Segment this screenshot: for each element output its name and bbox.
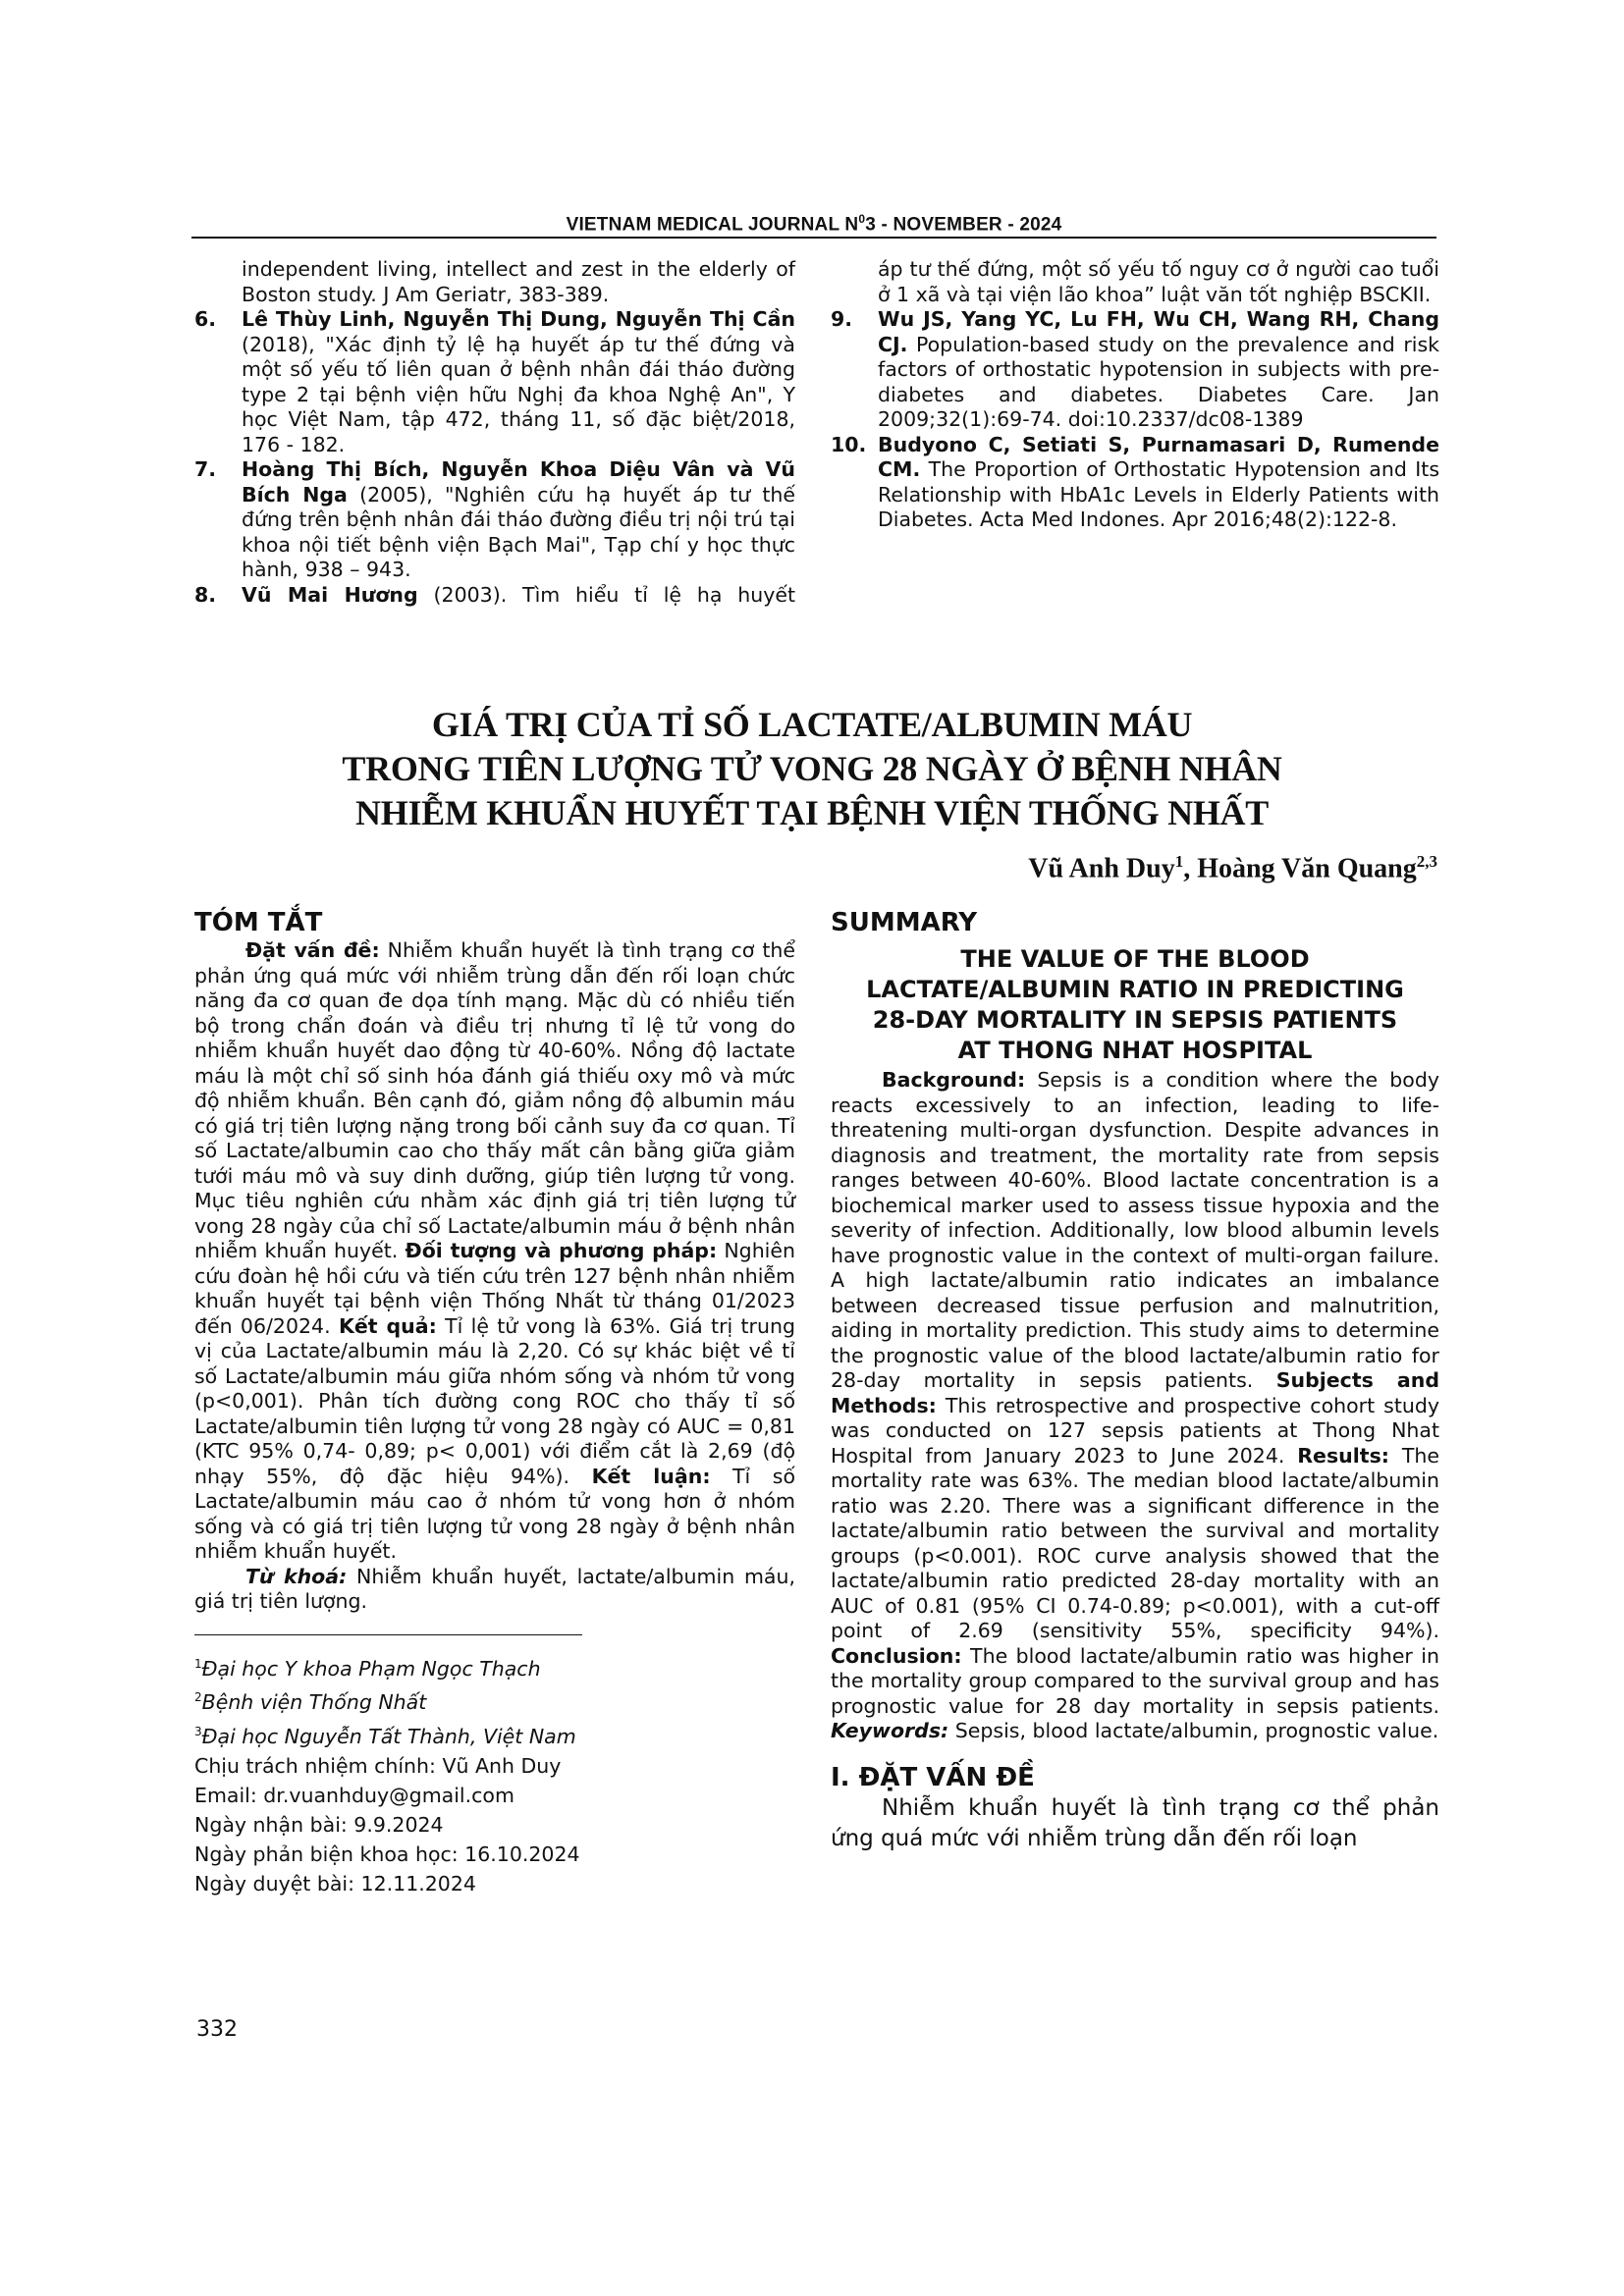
section-label: Subjects and Methods: [831, 1368, 1440, 1417]
accepted-date: Ngày duyệt bài: 12.11.2024 [194, 1871, 476, 1896]
received-date: Ngày nhận bài: 9.9.2024 [194, 1812, 444, 1837]
footnotes [194, 1649, 795, 1898]
reference-authors: Vũ Mai Hương [242, 582, 418, 607]
section-text: Tỉ lệ tử vong là 63%. Giá trị trung vị của Lactate/albumin máu là 2,20. Có sự khác biệt về tỉ số Lactate/albumin máu giữa nhóm sống và nhóm tử vong (p<0,001). Phân tích đường cong ROC cho thấy tỉ số Lactate/albumin tiên lượng tử vong 28 ngày có AUC = 0,81 (KTC 95% 0,74- 0,89; p< 0,001) với điểm cắt là 2,69 (độ nhạy 55%, độ đặc hiệu 94%). [194, 1313, 795, 1488]
section-label: Conclusion: [831, 1643, 962, 1668]
journal-name: VIETNAM MEDICAL JOURNAL N [566, 214, 859, 236]
summary-body [831, 1068, 1439, 1744]
references-right [831, 257, 1439, 533]
header-rule [191, 237, 1436, 239]
reference-text: The Proportion of Orthostatic Hypotension and Its Relationship with HbA1c Levels in Elderly Patients with Diabetes. Acta Med Indones. Apr 2016;48(2):122-8. [878, 457, 1439, 531]
section-label: Đối tượng và phương pháp: [405, 1239, 718, 1262]
title-line: LACTATE/ALBUMIN RATIO IN PREDICTING [866, 976, 1404, 1003]
reference-number: 7. [194, 457, 217, 481]
reference-authors: Budyono C, Setiati S, Purnamasari D, Rumende CM. [878, 432, 1439, 481]
vietnamese-abstract [194, 907, 795, 1898]
keywords [194, 1565, 795, 1615]
summary-heading: SUMMARY [831, 908, 978, 937]
reference-item [831, 433, 1439, 533]
title-line: GIÁ TRỊ CỦA TỈ SỐ LACTATE/ALBUMIN MÁU [431, 705, 1193, 744]
email: Email: dr.vuanhduy@gmail.com [194, 1783, 514, 1807]
english-title [831, 944, 1439, 1066]
author-name: Hoàng Văn Quang [1197, 853, 1417, 884]
section-text: Nghiên cứu đoàn hệ hồi cứu và tiến cứu trên 127 bệnh nhân nhiễm khuẩn huyết tại bệnh viện Thống Nhất từ tháng 01/2023 đến 06/2024. [194, 1239, 795, 1338]
corresponding-author: Chịu trách nhiệm chính: Vũ Anh Duy [194, 1753, 562, 1778]
section-heading: I. ĐẶT VẤN ĐỀ [831, 1762, 1035, 1792]
footnote-rule [194, 1634, 582, 1635]
keywords-label: Keywords: [831, 1719, 949, 1742]
reference-text: Population-based study on the prevalence and risk factors of orthostatic hypotension in subjects with pre-diabetes and diabetes. Diabetes Care. Jan 2009;32(1):69-74. doi:10.2337/dc08-1389 [878, 332, 1439, 431]
affiliation: $^3$Đại học Nguyễn Tất Thành, Việt Nam [194, 1724, 576, 1748]
keywords-text: Nhiễm khuẩn huyết, lactate/albumin máu, giá trị tiên lượng. [194, 1564, 795, 1613]
abstract-heading: TÓM TẮT [194, 908, 323, 937]
section-text: The blood lactate/albumin ratio was higher in the mortality group compared to the survival group and has prognostic value for 28 day mortality in sepsis patients. [831, 1643, 1439, 1718]
english-summary [831, 907, 1439, 1854]
section-text: This retrospective and prospective cohort study was conducted on 127 sepsis patients at Thong Nhat Hospital from January 2023 to June 2024. [831, 1393, 1439, 1468]
reference-number: 6. [194, 307, 217, 331]
title-line: THE VALUE OF THE BLOOD [960, 945, 1310, 973]
title-line: NHIỄM KHUẨN HUYẾT TẠI BỆNH VIỆN THỐNG NHẤT [355, 793, 1269, 832]
reference-item [194, 583, 795, 609]
reference-authors: Wu JS, Yang YC, Lu FH, Wu CH, Wang RH, Chang CJ. [878, 307, 1439, 356]
reference-text: (2003). Tìm hiểu tỉ lệ hạ huyết [417, 582, 795, 607]
page-number: 332 [196, 2017, 238, 2042]
section-text: The mortality rate was 63%. The median blood lactate/albumin ratio was 2.20. There was a significant difference in the lactate/albumin ratio between the survival and mortality groups (p<0.001). ROC curve analysis showed that the lactate/albumin ratio predicted 28-day mortality with an AUC of 0.81 (95% CI 0.74-0.89; p<0.001), with a cut-off point of 2.69 (sensitivity 55%, specificity 94%). [831, 1443, 1439, 1642]
keywords-text: Sepsis, blood lactate/albumin, prognostic value. [948, 1719, 1439, 1742]
section-text: Tỉ số Lactate/albumin máu cao ở nhóm tử vong hơn ở nhóm sống và có giá trị tiên lượng tử vong 28 ngày ở bệnh nhân nhiễm khuẩn huyết. [194, 1464, 795, 1563]
reference-number: 9. [831, 307, 853, 331]
reference-item [831, 307, 1439, 433]
reference-text: (2005), "Nghiên cứu hạ huyết áp tư thế đứng trên bệnh nhân đái tháo đường điều trị nội trú tại khoa nội tiết bệnh viện Bạch Mai", Tạp chí y học thực hành, 938 – 943. [242, 482, 796, 581]
section-label: Background: [882, 1068, 1026, 1092]
title-line: TRONG TIÊN LƯỢNG TỬ VONG 28 NGÀY Ở BỆNH NHÂN [342, 749, 1282, 788]
author-affiliation-mark: 1 [1174, 852, 1184, 871]
author-affiliation-mark: 2,3 [1416, 852, 1437, 871]
author-list [1028, 852, 1437, 884]
author-separator: , [1183, 853, 1198, 884]
section-label: Results: [1297, 1443, 1389, 1468]
reference-continuation: independent living, intellect and zest in the elderly of Boston study. J Am Geriatr, 383-389. [242, 257, 795, 306]
reference-continuation: áp tư thế đứng, một số yếu tố nguy cơ ở người cao tuổi ở 1 xã và tại viện lão khoa” luật văn tốt nghiệp BSCKII. [878, 257, 1439, 306]
section-label: Đặt vấn đề: [245, 938, 380, 962]
reference-item [194, 307, 795, 457]
title-line: 28-DAY MORTALITY IN SEPSIS PATIENTS [872, 1006, 1398, 1034]
issue-info: 3 - NOVEMBER - 2024 [865, 214, 1062, 236]
section-label: Kết luận: [591, 1464, 711, 1488]
reference-authors: Lê Thùy Linh, Nguyễn Thị Dung, Nguyễn Thị Cần [242, 307, 795, 331]
section-label: Kết quả: [338, 1313, 437, 1338]
affiliation: $^1$Đại học Y khoa Phạm Ngọc Thạch [194, 1656, 541, 1681]
section-text: Sepsis is a condition where the body reacts excessively to an infection, leading to life-threatening multi-organ dysfunction. Despite advances in diagnosis and treatment, the mortality rate from sepsis ranges between 40-60%. Blood lactate concentration is a biochemical marker used to assess tissue hypoxia and the severity of infection. Additionally, low blood albumin levels have prognostic value in the context of multi-organ failure. A high lactate/albumin ratio indicates an imbalance between decreased tissue perfusion and malnutrition, aiding in mortality prediction. This study aims to determine the prognostic value of the blood lactate/albumin ratio for 28-day mortality in sepsis patients. [831, 1068, 1439, 1392]
reference-number: 10. [831, 432, 867, 456]
reference-authors: Hoàng Thị Bích, Nguyễn Khoa Diệu Vân và Vũ Bích Nga [242, 457, 795, 507]
keywords-label: Từ khoá: [245, 1564, 348, 1588]
reference-text: (2018), "Xác định tỷ lệ hạ huyết áp tư thế đứng và một số yếu tố liên quan ở bệnh nhân đái tháo đường type 2 tại bệnh viện hữu Nghị đa khoa Nghệ An", Y học Việt Nam, tập 472, tháng 11, số đặc biệt/2018, 176 - 182. [242, 332, 795, 456]
author-name: Vũ Anh Duy [1028, 853, 1175, 884]
reference-number: 8. [194, 582, 217, 607]
section-text: Nhiễm khuẩn huyết là tình trạng cơ thể phản ứng quá mức với nhiễm trùng dẫn đến rối loạn chức năng đa cơ quan đe dọa tính mạng. Mặc dù có nhiều tiến bộ trong chẩn đoán và điều trị nhưng tỉ lệ tử vong do nhiễm khuẩn huyết dao động từ 40-60%. Nồng độ lactate máu là một chỉ số sinh hóa đánh giá thiếu oxy mô và mức độ nhiễm khuẩn. Bên cạnh đó, giảm nồng độ albumin máu có giá trị tiên lượng nặng trong bối cảnh suy đa cơ quan. Tỉ số Lactate/albumin cao cho thấy mất cân bằng giữa giảm tưới máu mô và suy dinh dưỡng, giúp tiên lượng tử vong. Mục tiêu nghiên cứu nhằm xác định giá trị tiên lượng tử vong 28 ngày của chỉ số Lactate/albumin máu ở bệnh nhân nhiễm khuẩn huyết. [194, 938, 796, 1262]
abstract-body [194, 938, 795, 1565]
title-line: AT THONG NHAT HOSPITAL [957, 1037, 1313, 1064]
references-left [194, 257, 795, 608]
issue-superscript: 0 [858, 212, 866, 226]
reference-item [194, 457, 795, 583]
review-date: Ngày phản biện khoa học: 16.10.2024 [194, 1842, 580, 1866]
intro-paragraph: Nhiễm khuẩn huyết là tình trạng cơ thể phản ứng quá mức với nhiễm trùng dẫn đến rối loạn [831, 1794, 1439, 1851]
running-header [191, 212, 1436, 236]
article-title [196, 703, 1428, 835]
affiliation: $^2$Bệnh viện Thống Nhất [194, 1690, 427, 1715]
